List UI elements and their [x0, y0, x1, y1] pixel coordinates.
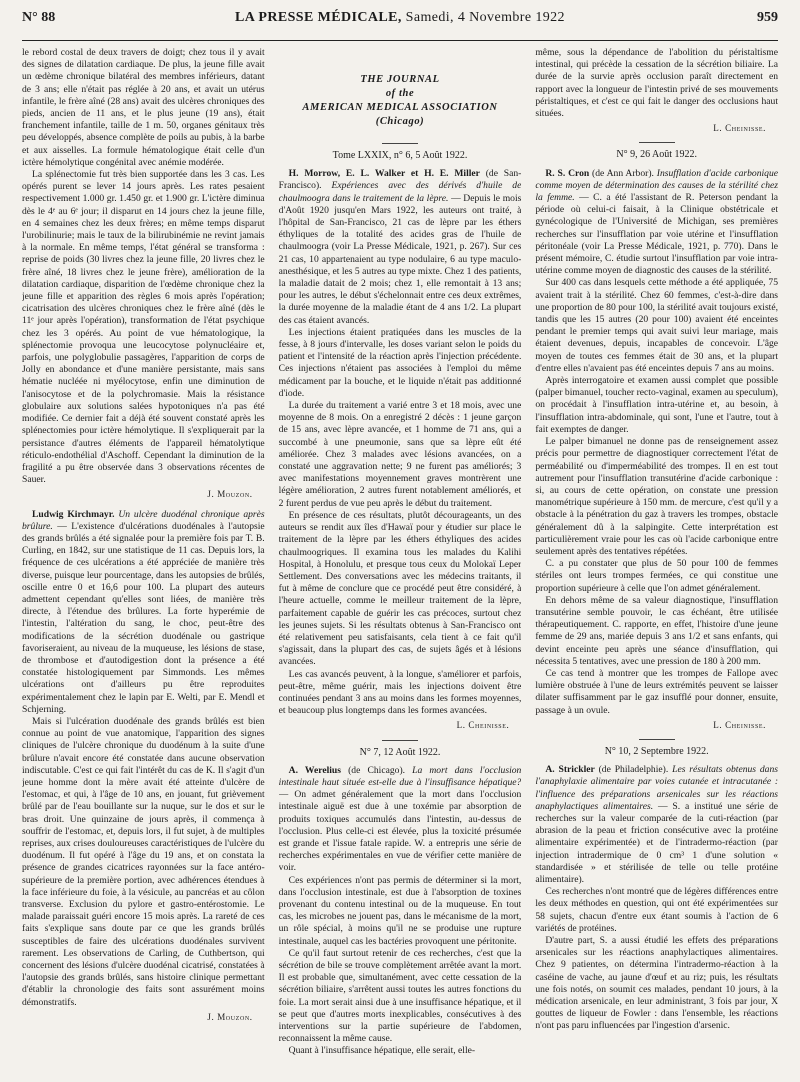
article-text: — C. a été l'assistant de R. Peterson pendant la période où celui-ci faisait, à la Clinique obstétricale et gynécologique de l'Université de Michigan, ses premières recherches sur l'insufflation par voie utérine et l'insufflation péritonéale (voir La Presse Médicale, 1921, p. 770). Dans le présent mémoire, C. étudie surtout l'insufflation par voie intra-utérine comme moyen de diagnostic des causes de la stérilité.	[535, 192, 778, 277]
columns	[22, 47, 778, 1079]
header-rule	[22, 40, 778, 41]
paragraph: Ces expériences n'ont pas permis de déterminer si la mort, dans l'occlusion intestinale, est due à l'absorption de toxines provenant du contenu intestinal ou de la muqueuse. En tout cas, les microbes ne jouent pas, dans le mécanisme de la mort, un rôle spécial, à moins qu'il ne se produise une rupture intestinale, auquel cas les bactéries provoquent une péritonite.	[278, 874, 522, 947]
separator	[639, 142, 675, 143]
article-author: A. Werelius	[288, 764, 341, 776]
article-werelius	[279, 765, 522, 875]
running-title	[102, 10, 698, 26]
paragraph: En dehors même de sa valeur diagnostique, l'insufflation transutérine semble pouvoir, le cas échéant, être utilisée thérapeutiquement. C. rapporte, en effet, l'histoire d'une jeune femme de 29 ans, mariée depuis 3 ans 1/2 et sans enfants, qui devint enceinte peu après une séance d'insufflation, qui nécessita 5 tentatives, avec une pression de 180 à 200 mm.	[535, 594, 778, 667]
article-author: H. Morrow, E. L. Walker et H. E. Miller	[288, 168, 480, 180]
separator	[382, 143, 418, 144]
signature: L. Cheinisse.	[713, 719, 767, 730]
column-2	[279, 47, 522, 1079]
article-morrow	[279, 168, 522, 327]
article-author: R. S. Cron	[545, 167, 590, 179]
paragraph: Sur 400 cas dans lesquels cette méthode a été appliquée, 75 avaient trait à la stérilité. Chez 60 femmes, c'est-à-dire dans une proportion de 80 pour 100, la stérilité avait toujours existé, tandis que les 15 autres (20 pour 100) avaient été enceintes pendant le premier temps qui avait suivi leur mariage, mais étaient devenues, depuis, incapables de concevoir. L'âge moyen de toutes ces femmes était de 30 ans, et la plupart d'entre elles n'avaient pas été enceintes depuis 7 ans au moins.	[535, 277, 778, 374]
journal-name: LA PRESSE MÉDICALE,	[235, 10, 402, 25]
issue-date: Samedi, 4 Novembre 1922	[401, 10, 565, 25]
article-text: — Depuis le mois d'Août 1920 jusqu'en Mars 1922, les auteurs ont traité, à l'hôpital de San-Francisco, 21 cas de lèpre par les éthers éthyliques de la totalité des acides gras de l'huile de chaulmoogra (voir La Presse Médicale, 1921, p. 267). Sur ces 21 cas, 10 appartenaient au type nodulaire, 6 au type maculo-anesthésique, et les 5 autres au type mixte. Chez 1 des patients, la maladie datait de 2 mois; chez 1, elle remontait à 13 ans; pour les autres, le début s'échelonnait entre ces deux extrêmes, la durée moyenne de la maladie étant de 4 ans 1/2. La plupart des cas étaient avancés.	[278, 192, 522, 326]
article-strickler	[535, 764, 778, 886]
journal-heading	[279, 73, 522, 129]
article-title: La mort dans l'occlusion intestinale haut située est-elle due à l'insuffisance hépatique?	[278, 764, 522, 788]
column-1	[22, 47, 265, 1079]
paragraph: le rebord costal de deux travers de doigt; chez tous il y avait des signes de dilatation cardiaque. De plus, la jeune fille avait un œdème chronique bilatéral des membres inférieurs, datant de 3 ans; elle n'était pas réglée à 20 ans, et avait un utérus infantile, le frère aîné (28 ans) avait des ulcères chroniques des pieds, ancien de 11 ans, et le plus jeune (19 ans), était franchement infantile, taille de 1 m. 50, organes génitaux très peu développés, absence complète de poils au pubis, à la barbe et aux aisselles. La formule hématologique était celle d'un ictère hémolytique congénital avec anémie modérée.	[22, 47, 265, 168]
column-3	[535, 47, 778, 1079]
paragraph: Quant à l'insuffisance hépatique, elle serait, elle-	[288, 1045, 476, 1057]
article-affiliation: (de San-Francisco).	[278, 168, 522, 192]
paragraph: Mais si l'ulcération duodénale des grands brûlés est bien connue au point de vue anatomique, l'apparition des signes cliniques de l'ulcère chronique du duodénum à la suite d'une brûlure n'avait encore été constatée dans aucune observation indiscutable. C'est ce qui fait l'intérêt du cas de K. Il s'agit d'un jeune homme dont la mère avait été atteinte d'ulcère de l'estomac, et qui, à l'âge de 10 ans, en jouant, fut grièvement brûlé par de l'eau bouillante sur la nuque, sur le dos et sur le bras droit. Une quinzaine de jours après, il commença à souffrir de l'estomac, et, depuis lors, il fut sujet, à de multiples reprises, aux crises douloureuses caractéristiques de l'ulcère du duodénum. Il fut opéré à l'âge du 19 ans, et on constata la présence de grandes cicatrices rayonnées sur la face antéro-supérieure de la première portion, avec adhérences étendues à la face inférieure du foie, à la vésicule, au pancréas et au côlon transverse. Exclusion du pylore et gastro-entérostomie. Le malade paraissait guéri encore 15 mois après. La rareté de ces faits s'explique sans doute par ce que les grands brûlés susceptibles de faire des ulcérations duodénales survivent rarement. Les observations de Carling, de Cuthbertson, qui concernent des lésions d'ulcère duodénal cicatrisé, constatées à l'autopsie des grands brûlés, sans histoire clinique permettant d'établir la chronologie des faits sont assurément moins démonstratifs.	[22, 715, 265, 1008]
issue-heading: Tome LXXIX, n° 6, 5 Août 1922.	[332, 150, 468, 161]
article-cron	[535, 168, 778, 278]
article-affiliation: (de Chicago).	[341, 764, 413, 776]
article-title: Un ulcère duodénal chronique après brûlure.	[22, 508, 265, 532]
paragraph: En présence de ces résultats, plutôt décourageants, un des auteurs se rendit aux îles d'Hawaï pour y étudier sur place le traitement de la lèpre par les éthers éthyliques des acides chaulmoogriques. Il examina tous les malades du Kalihi Hospital, à Honolulu, et presque tous ceux du Molokaï Leper Settlement. Des conversations avec les médecins traitants, il fut à même de conclure que ce procédé peut être considéré, à l'heure actuelle, comme le meilleur traitement de la lèpre, parfaitement capable de guérir les cas précoces, surtout chez les jeunes sujets. Si les résultats obtenus à San-Francisco ont été relativement peu satisfaisants, cela tient à ce fait qu'il s'agissait, dans la plupart des cas, de sujets âgés et à lésions avancées.	[278, 509, 522, 668]
issue-heading: N° 7, 12 Août 1922.	[359, 746, 441, 758]
page-number: 959	[757, 10, 778, 25]
paragraph: Les injections étaient pratiquées dans les muscles de la fesse, à 8 jours d'intervalle, les doses variant selon le poids du patient et l'intensité de la réaction après l'injection précédente. Ces injections n'étaient pas associées à l'emploi du même médicament par la bouche, et le liquide n'était pas additionné d'iode.	[278, 326, 522, 399]
journal-line: AMERICAN MEDICAL ASSOCIATION	[302, 102, 498, 113]
journal-line: THE JOURNAL	[360, 74, 440, 85]
page-header	[22, 10, 778, 40]
signature: J. Mouzon.	[207, 489, 253, 500]
separator	[639, 739, 675, 740]
article-text: — S. a institué une série de recherches sur la valeur comparée de la cuti-réaction (par abrasion de la peau et friction consécutive avec la protéine alimentaire expérimentée) et de l'intradermo-réaction (par injection intradermique de 0 cm³ 1 d'une solution « standardisée » et stérilisée de telle ou telle protéine alimentaire).	[535, 800, 778, 885]
paragraph: Les cas avancés peuvent, à la longue, s'améliorer et parfois, peut-être, même guérir, mais les injections doivent être continuées pendant 3 ans au moins dans les formes moyennes, et beaucoup plus longtemps dans les formes avancées.	[278, 668, 522, 717]
signature: J. Mouzon.	[207, 1011, 253, 1022]
signature: L. Cheinisse.	[456, 720, 510, 731]
journal-line: (Chicago)	[375, 116, 425, 127]
article-author: Ludwig Kirchmayr.	[32, 508, 115, 520]
article-title: Expériences avec des dérivés d'huile de chaulmoogra dans le traitement de la lèpre.	[278, 180, 522, 204]
paragraph: même, sous la dépendance de l'abolition du péristaltisme intestinal, qui précède la cessation de la sécrétion biliaire. La durée de la survie après occlusion paraît directement en rapport avec la longueur de l'intestin privé de ses mouvements péristaltiques, et c'est ce qui fait le danger des occlusions haut situées.	[535, 47, 778, 120]
paragraph: D'autre part, S. a aussi étudié les effets des préparations arsenicales sur les réactions anaphylactiques alimentaires. Chez 9 patientes, on détermina l'intradermo-réaction à la caséine de vache, au jaune d'œuf et au riz; puis, les résultats une fois notés, on soumit ces malades, pendant 10 jours, à la médication arsenicale, en leur administrant, 3 fois par jour, X gouttes de liqueur de Fowler : dans l'ensemble, les réactions n'ont pas paru influencées par l'ingestion d'arsenic.	[535, 935, 778, 1032]
paragraph: Ce qu'il faut surtout retenir de ces recherches, c'est que la sécrétion de bile se trouve complètement arrêtée avant la mort. Il est probable que, simultanément, avec cette cessation de la sécrétion biliaire, s'arrêtent aussi toutes les autres fonctions du foie. La mort serait ainsi due à une insuffisance hépatique, et il se peut que d'autres morts inexplicables, consécutives à des interventions sur la partie supérieure de l'abdomen, reconnaissent la même cause.	[278, 947, 522, 1045]
article-title: Les résultats obtenus dans l'anaphylaxie alimentaire par voies cutanée et intracutanée : l'influence des préparations arsenicales sur les réactions anaphylactiques alimentaires.	[535, 764, 778, 812]
article-title: Insufflation d'acide carbonique comme moyen de détermination des causes de la stérilité chez la femme.	[535, 167, 778, 204]
separator	[382, 740, 418, 741]
article-text: — L'existence d'ulcérations duodénales à l'autopsie des grands brûlés a été signalée pour la première fois par T. B. Curling, en 1842, sur une statistique de 11 cas. Depuis lors, la fréquence de ces ulcérations a été appréciée de manière très diverse, puisque leur pourcentage, dans les autopsies de brûlés, oscille entre 0 et 16,6 pour 100. La plupart des auteurs admettent cependant qu'elles sont liées, de manière très directe, à l'étendue des brûlures. La forte hyperémie de l'intestin, l'altération du sang, le choc, peut-être des modifications de la sécrétion duodénale ou gastrique favoriseraient, au niveau de la muqueuse, les lésions de stase, de thrombose et d'autodigestion dont la présence a été constatée histologiquement par Simmonds. Les mêmes ulcérations ont d'ailleurs pu être reproduites expérimentalement chez le lapin par E. Welti, par E. Mendl et Schjerning.	[22, 520, 265, 715]
issue-heading: N° 9, 26 Août 1922.	[616, 149, 698, 161]
article-kirchmayr	[22, 509, 265, 716]
paragraph: La durée du traitement a varié entre 3 et 18 mois, avec une moyenne de 8 mois. On a enregistré 2 décès : 1 jeune garçon de 15 ans, avec lèpre avancée, et 1 homme de 71 ans, qui a succombé à une pneumonie, sans que sa lèpre eût été améliorée. Chez 3 malades avec lésions avancées, on a constaté une aggravation nette; 9 ne furent pas améliorés; 3 avec manifestations moyennement graves montrèrent une légère amélioration, 2 autres furent notablement améliorés, et 2 furent perdus de vue peu après le début du traitement.	[278, 400, 522, 509]
article-affiliation: (de Philadelphie).	[594, 764, 673, 776]
paragraph: Ce cas tend à montrer que les trompes de Fallope avec lumière obstruée à l'une de leurs extrémités peuvent se laisser dilater suffisamment par le gaz insufflé pour donner, ensuite, passage à un ovule.	[535, 667, 778, 716]
article-text: — On admet généralement que la mort dans l'occlusion intestinale aiguë est due à une toxémie par absorption de produits toxiques accumulés dans l'intestin, au-dessus de l'occlusion. Plus celle-ci est élevée, plus la toxicité présumée est grande et l'issue fatale rapide. W. a entrepris une série de recherches expérimentales en vue de vérifier cette manière de voir.	[278, 789, 522, 874]
paragraph: La splénectomie fut très bien supportée dans les 3 cas. Les opérés purent se lever 14 jours après. Les rates pesaient respectivement 1.000 gr. 1.450 gr. et 1.900 gr. L'ictère diminua dès le 4ᵉ au 6ᵉ jour; il disparut en 14 jours chez la jeune fille, en 4 semaines chez les deux frères; en même temps disparut l'urobilinurie; mais le taux de la bilirubinémie ne revint jamais à la normale. En même temps, l'état général se transforma : reprise de poids (30 livres chez la jeune fille, 20 livres chez le frère aîné, 18 livres chez le jeune frère), amélioration de la dilatation cardiaque, disparition de l'œdème chronique chez la jeune fille et apparition des règles 6 mois après l'opération; cicatrisation des ulcères chroniques chez le frère aîné (dès le 11ᵉ jour après l'opération), transformation de l'état psychique chez les 3 opérés. Au point de vue hématologique, la splénectomie provoqua une leucocytose polynucléaire et, parfois, une polyglobulie passagères, l'apparition de corps de Jolly en abondance et d'une manière persistante, mais sans hématie nucléée ni myélocytose, enfin une diminution de l'anisocytose et de la polychromasie. Mais la résistance globulaire aux solutions salées hypotoniques n'a pas été modifiée. Ce dernier fait a déjà été souvent constaté après les splénectomies pour ictère hémolytique. Il s'expliquerait par la persistance d'autres éléments de l'appareil hématolytique réticulo-endothélial d'Aschoff. Cependant la diminution de la fragilité a pu être observée dans 3 observations récentes de Sauer.	[22, 169, 265, 486]
paragraph: Le palper bimanuel ne donne pas de renseignement assez précis pour permettre de diagnostiquer correctement l'état de perméabilité ou d'imperméabilité des trompes. Il en est tout autrement pour l'insufflation transutérine d'acide carbonique : si, au cours de cette opération, on constate une pression manométrique supérieure à 150 mm. de mercure, c'est qu'il y a obstacle à la pénétration du gaz à travers les trompes, obstacle généralement dû à la salpingite. Cette interprétation est particulièrement vraie pour les cas où l'acide carbonique entre seulement après des tentatives répétées.	[535, 436, 778, 557]
paragraph: Après interrogatoire et examen aussi complet que possible (palper bimanuel, toucher recto-vaginal, examen au speculum), on procédait à l'insufflation intra-utérine et, au besoin, à l'insufflation intra-abdominale, qui sont, l'une et l'autre, tout à fait exemptes de danger.	[535, 375, 778, 435]
article-affiliation: (de Ann Arbor).	[589, 167, 657, 179]
issue-heading: N° 10, 2 Septembre 1922.	[604, 745, 709, 757]
issue-number: N° 88	[22, 10, 56, 25]
journal-line: of the	[385, 88, 415, 99]
paragraph: C. a pu constater que plus de 50 pour 100 de femmes stériles ont leurs trompes fermées, ce qui constitue une proportion supérieure à celle que l'on admet généralement.	[535, 558, 778, 594]
signature: L. Cheinisse.	[713, 123, 767, 134]
paragraph: Ces recherches n'ont montré que de légères différences entre les deux méthodes en question, qui ont été expérimentées sur 58 sujets, chacun d'entre eux étant soumis à l'action de 6 variétés de protéines.	[535, 886, 778, 934]
article-author: A. Strickler	[545, 764, 595, 776]
